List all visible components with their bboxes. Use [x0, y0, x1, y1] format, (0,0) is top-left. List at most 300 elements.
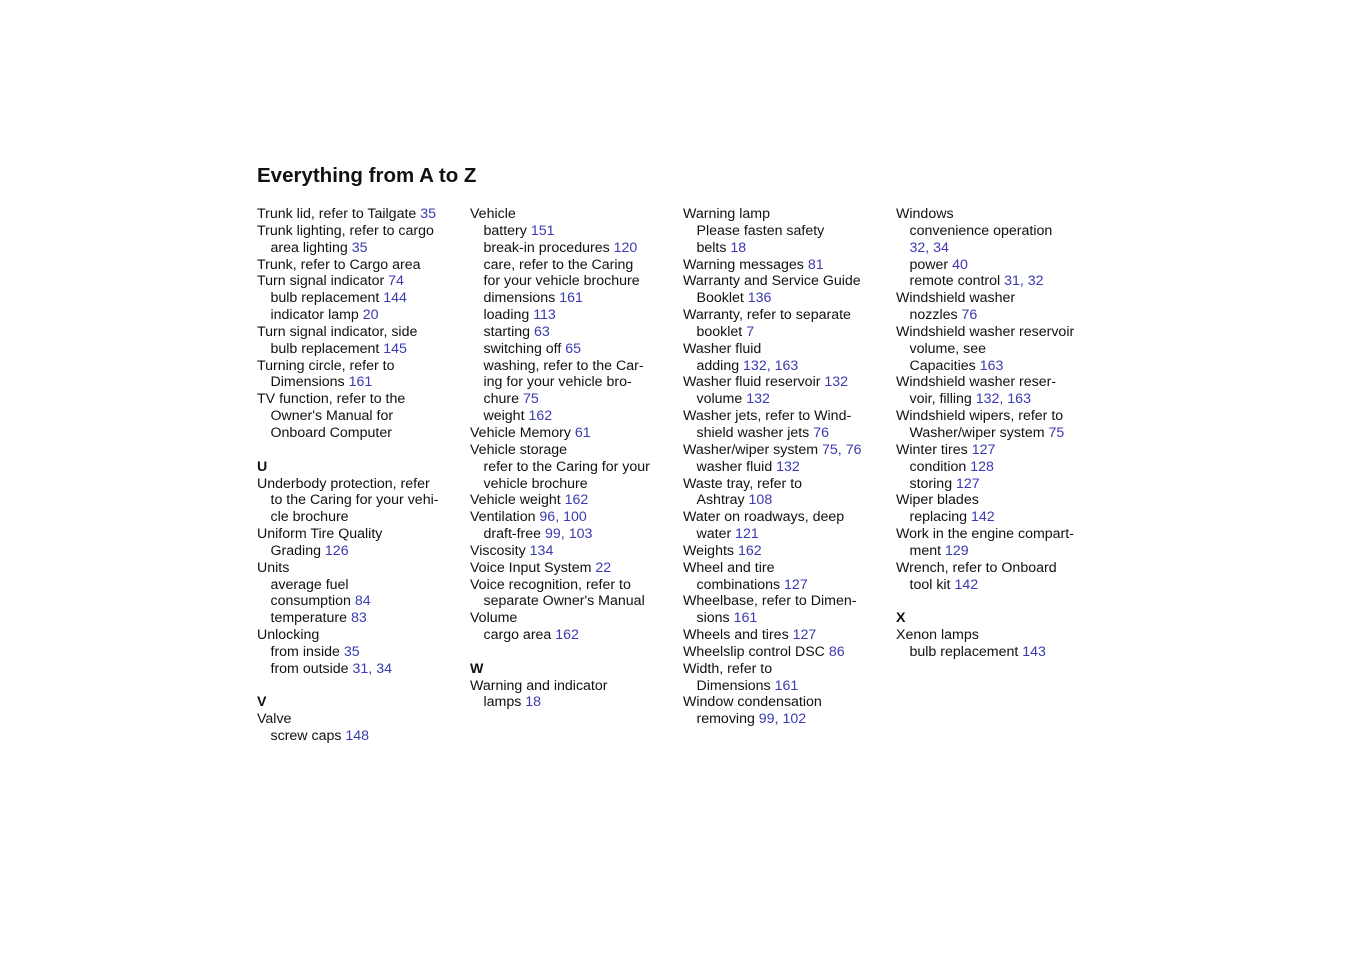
entry-text: separate Owner's Manual — [483, 593, 645, 610]
page-reference-link[interactable]: 18 — [525, 694, 542, 711]
entry-text: storing — [909, 475, 957, 492]
entry-text: Windshield washer — [896, 290, 1016, 307]
index-subentry — [470, 223, 680, 240]
page-reference-link[interactable]: 7 — [746, 323, 755, 340]
index-subentry — [257, 307, 467, 324]
entry-text: water — [696, 526, 736, 543]
index-column-4 — [896, 206, 1106, 661]
index-entry — [683, 644, 893, 661]
index-entry — [683, 560, 893, 577]
index-subentry — [683, 526, 893, 543]
entry-text: Weights — [683, 542, 738, 559]
index-entry — [257, 358, 467, 375]
page-reference-link[interactable]: 40 — [952, 256, 968, 273]
entry-text: Wheels and tires — [683, 627, 793, 644]
index-entry — [683, 593, 893, 610]
page-reference-link[interactable]: 161 — [348, 374, 373, 391]
entry-text: Wrench, refer to Onboard — [896, 559, 1057, 576]
index-subentry — [257, 728, 467, 745]
index-subentry — [683, 577, 893, 594]
entry-text: Winter tires — [896, 441, 972, 458]
entry-text: Units — [257, 559, 290, 576]
index-subentry — [683, 610, 893, 627]
page-ref-separator: , — [766, 357, 775, 374]
index-subentry — [257, 374, 467, 391]
page-reference-link[interactable]: 22 — [595, 559, 612, 576]
entry-text: lamps — [483, 694, 526, 711]
entry-text: for your vehicle brochure — [483, 273, 640, 290]
page-ref-separator: , — [774, 711, 783, 728]
index-entry — [683, 341, 893, 358]
entry-text: belts — [696, 239, 731, 256]
index-entry — [896, 374, 1106, 391]
entry-text: Waste tray, refer to — [683, 475, 803, 492]
blank-line — [470, 644, 680, 661]
page-reference-link[interactable]: 35 — [351, 239, 368, 256]
page-ref-separator: , — [555, 509, 564, 526]
page-reference-link[interactable]: 84 — [354, 593, 371, 610]
entry-text: Water on roadways, deep — [683, 509, 845, 526]
entry-text: Unlocking — [257, 627, 320, 644]
index-subentry — [896, 257, 1106, 274]
page-reference-link[interactable]: 162 — [564, 492, 589, 509]
page-reference-link[interactable]: 34 — [376, 660, 392, 677]
index-subentry — [257, 408, 467, 425]
index-subentry — [896, 223, 1106, 240]
entry-text: Warranty, refer to separate — [683, 307, 851, 324]
index-subentry — [470, 290, 680, 307]
index-subentry — [683, 240, 893, 257]
index-entry — [896, 206, 1106, 223]
index-subentry — [470, 257, 680, 274]
index-subentry — [470, 324, 680, 341]
page-title: Everything from A to Z — [257, 164, 477, 187]
entry-text: weight — [483, 408, 529, 425]
index-column-3 — [683, 206, 893, 728]
entry-text: Trunk lighting, refer to cargo — [257, 222, 434, 239]
page-reference-link[interactable]: 129 — [944, 542, 969, 559]
page-reference-link[interactable]: 99 — [758, 711, 775, 728]
page-reference-link[interactable]: 161 — [559, 290, 583, 307]
page-reference-link[interactable]: 99 — [545, 526, 561, 543]
page-reference-link[interactable]: 163 — [979, 357, 1004, 374]
index-subentry — [470, 694, 680, 711]
page-reference-link[interactable]: 75 — [522, 391, 539, 408]
index-subentry — [896, 358, 1106, 375]
page-reference-link[interactable]: 32 — [909, 239, 926, 256]
entry-text: screw caps — [270, 728, 346, 745]
entry-text: cle brochure — [270, 509, 349, 526]
index-entry — [683, 374, 893, 391]
index-entry — [896, 442, 1106, 459]
page-reference-link[interactable]: 86 — [828, 643, 845, 660]
index-entry — [683, 627, 893, 644]
index-subentry — [683, 711, 893, 728]
index-subentry — [257, 577, 467, 594]
entry-text: nozzles — [909, 307, 962, 324]
entry-text: volume — [696, 391, 747, 408]
entry-text: loading — [483, 307, 534, 324]
index-subentry — [257, 290, 467, 307]
page-reference-link[interactable]: 127 — [784, 576, 808, 593]
index-subentry — [257, 593, 467, 610]
entry-text: Work in the engine compart- — [896, 526, 1074, 543]
entry-text: Wheelbase, refer to Dimen- — [683, 593, 857, 610]
section-letter: W — [470, 660, 484, 677]
entry-text: Capacities — [909, 357, 980, 374]
index-subentry — [896, 509, 1106, 526]
entry-text: Xenon lamps — [896, 627, 979, 644]
page-reference-link[interactable]: 96 — [539, 509, 556, 526]
index-subentry — [470, 307, 680, 324]
index-subentry — [896, 273, 1106, 290]
page-reference-link[interactable]: 63 — [533, 323, 550, 340]
entry-text: Uniform Tire Quality — [257, 526, 383, 543]
index-entry — [683, 257, 893, 274]
blank-line — [896, 593, 1106, 610]
entry-text: Dimensions — [696, 677, 775, 694]
blank-line — [257, 442, 467, 459]
page-reference-link[interactable]: 100 — [563, 509, 587, 526]
index-subentry — [683, 492, 893, 509]
index-entry — [257, 476, 467, 493]
index-entry — [896, 324, 1106, 341]
index-entry — [257, 324, 467, 341]
page-reference-link[interactable]: 127 — [792, 627, 817, 644]
entry-text: indicator lamp — [270, 307, 363, 324]
entry-text: from outside — [270, 660, 353, 677]
entry-text: care, refer to the Caring — [483, 256, 634, 273]
index-entry — [257, 711, 467, 728]
entry-text: ing for your vehicle bro- — [483, 374, 632, 391]
entry-text: consumption — [270, 593, 355, 610]
entry-text: adding — [696, 357, 744, 374]
index-subentry — [470, 627, 680, 644]
entry-text: removing — [696, 711, 759, 728]
entry-text: ment — [909, 542, 945, 559]
page-reference-link[interactable]: 83 — [350, 610, 367, 627]
entry-text: Voice recognition, refer to — [470, 576, 631, 593]
entry-text: Turn signal indicator, side — [257, 323, 418, 340]
entry-text: TV function, refer to the — [257, 391, 406, 408]
index-subentry — [683, 324, 893, 341]
entry-text: chure — [483, 391, 523, 408]
index-subentry — [683, 425, 893, 442]
page-ref-separator: , — [560, 526, 569, 543]
entry-text: starting — [483, 323, 534, 340]
page-reference-link[interactable]: 81 — [807, 256, 824, 273]
page-reference-link[interactable]: 34 — [933, 239, 949, 256]
page-reference-link[interactable]: 132 — [746, 391, 770, 408]
index-subentry — [470, 374, 680, 391]
page-reference-link[interactable]: 108 — [748, 492, 773, 509]
entry-text: Warning lamp — [683, 206, 770, 222]
page-reference-link[interactable]: 35 — [420, 206, 437, 222]
entry-text: refer to the Caring for your — [483, 458, 650, 475]
index-subentry — [896, 341, 1106, 358]
index-entry — [896, 492, 1106, 509]
page-reference-link[interactable]: 143 — [1022, 643, 1046, 660]
index-entry — [896, 290, 1106, 307]
entry-text: remote control — [909, 273, 1005, 290]
entry-text: Voice Input System — [470, 559, 596, 576]
section-letter-heading — [257, 459, 467, 476]
index-subentry — [683, 459, 893, 476]
entry-text: dimensions — [483, 290, 560, 307]
section-letter-heading — [257, 694, 467, 711]
entry-text: Window condensation — [683, 694, 822, 711]
entry-text: Wheelslip control DSC — [683, 643, 829, 660]
entry-text: Vehicle Memory — [470, 424, 575, 441]
index-subentry — [470, 391, 680, 408]
entry-text: area lighting — [270, 239, 352, 256]
entry-text: from inside — [270, 643, 344, 660]
entry-text: volume, see — [909, 340, 986, 357]
page-reference-link[interactable]: 102 — [782, 711, 807, 728]
entry-text: condition — [909, 458, 971, 475]
page-reference-link[interactable]: 120 — [613, 239, 638, 256]
index-subentry — [683, 358, 893, 375]
index-subentry — [683, 678, 893, 695]
page-reference-link[interactable]: 163 — [774, 357, 799, 374]
page-reference-link[interactable]: 35 — [343, 643, 360, 660]
index-entry — [470, 610, 680, 627]
page-reference-link[interactable]: 31 — [352, 660, 369, 677]
section-letter: U — [257, 458, 268, 475]
page-reference-link[interactable]: 132 — [776, 458, 800, 475]
entry-text: Onboard Computer — [270, 424, 392, 441]
section-letter-heading — [896, 610, 1106, 627]
entry-text: Warranty and Service Guide — [683, 273, 861, 290]
index-subentry — [257, 543, 467, 560]
page-reference-link[interactable]: 32 — [1027, 273, 1044, 290]
entry-text: draft-free — [483, 526, 546, 543]
index-entry — [257, 627, 467, 644]
page-reference-link[interactable]: 151 — [530, 222, 555, 239]
entry-text: break-in procedures — [483, 239, 614, 256]
index-subentry — [257, 240, 467, 257]
entry-text: combinations — [696, 576, 785, 593]
index-entry — [470, 442, 680, 459]
index-entry — [257, 257, 467, 274]
index-subentry — [896, 459, 1106, 476]
entry-text: Booklet — [696, 290, 748, 307]
entry-text: bulb replacement — [909, 643, 1023, 660]
index-subentry — [470, 526, 680, 543]
index-entry — [683, 273, 893, 290]
entry-text: Dimensions — [270, 374, 349, 391]
index-subentry — [470, 341, 680, 358]
entry-text: Please fasten safety — [696, 222, 825, 239]
entry-text: Viscosity — [470, 542, 530, 559]
entry-text: Vehicle — [470, 206, 516, 222]
page-reference-link[interactable]: 132 — [975, 391, 1000, 408]
page-reference-link[interactable]: 65 — [565, 340, 582, 357]
index-subentry — [896, 577, 1106, 594]
page-ref-separator: , — [925, 239, 934, 256]
index-column-2 — [470, 206, 680, 711]
page-reference-link[interactable]: 161 — [733, 610, 758, 627]
entry-text: Trunk lid, refer to Tailgate — [257, 206, 421, 222]
page-reference-link[interactable]: 74 — [388, 273, 404, 290]
entry-text: washer fluid — [696, 458, 777, 475]
index-entry — [683, 694, 893, 711]
page-reference-link[interactable]: 134 — [529, 542, 554, 559]
entry-text: bulb replacement — [270, 340, 384, 357]
entry-text: Trunk, refer to Cargo area — [257, 256, 421, 273]
entry-text: Vehicle weight — [470, 492, 565, 509]
entry-text: replacing — [909, 509, 972, 526]
index-subentry — [470, 240, 680, 257]
entry-text: battery — [483, 222, 531, 239]
page-reference-link[interactable]: 136 — [747, 290, 772, 307]
index-subentry — [896, 543, 1106, 560]
page-ref-separator: , — [368, 660, 377, 677]
index-entry — [257, 223, 467, 240]
entry-text: sions — [696, 610, 734, 627]
page-reference-link[interactable]: 31 — [1004, 273, 1020, 290]
entry-text: to the Caring for your vehi- — [270, 492, 439, 509]
page-reference-link[interactable]: 76 — [845, 441, 862, 458]
index-entry — [257, 206, 467, 223]
page-reference-link[interactable]: 127 — [971, 441, 996, 458]
entry-text: Turning circle, refer to — [257, 357, 395, 374]
entry-text: average fuel — [270, 576, 349, 593]
page-reference-link[interactable]: 161 — [774, 677, 799, 694]
entry-text: Ventilation — [470, 509, 540, 526]
index-entry — [896, 526, 1106, 543]
entry-text: Vehicle storage — [470, 441, 568, 458]
index-subentry — [896, 240, 1106, 257]
index-subentry — [470, 593, 680, 610]
index-entry — [683, 408, 893, 425]
page-reference-link[interactable]: 142 — [954, 576, 979, 593]
index-entry — [896, 560, 1106, 577]
page-reference-link[interactable]: 144 — [383, 290, 407, 307]
page-reference-link[interactable]: 128 — [970, 458, 994, 475]
entry-text: Washer fluid — [683, 340, 762, 357]
index-entry — [683, 206, 893, 223]
index-subentry — [896, 476, 1106, 493]
index-subentry — [257, 425, 467, 442]
page-reference-link[interactable]: 162 — [528, 408, 553, 425]
entry-text: Owner's Manual for — [270, 408, 394, 425]
index-subentry — [470, 273, 680, 290]
entry-text: Washer fluid reservoir — [683, 374, 825, 391]
page-reference-link[interactable]: 103 — [568, 526, 593, 543]
entry-text: power — [909, 256, 953, 273]
section-letter-heading — [470, 661, 680, 678]
page-reference-link[interactable]: 76 — [961, 307, 978, 324]
entry-text: Wheel and tire — [683, 559, 775, 576]
index-subentry — [470, 358, 680, 375]
page-reference-link[interactable]: 20 — [362, 307, 379, 324]
page-reference-link[interactable]: 113 — [533, 307, 556, 324]
page-ref-separator: , — [999, 391, 1008, 408]
page-reference-link[interactable]: 163 — [1007, 391, 1031, 408]
page-reference-link[interactable]: 132 — [824, 374, 849, 391]
page-reference-link[interactable]: 162 — [555, 627, 579, 644]
index-column-1 — [257, 206, 467, 745]
page-reference-link[interactable]: 132 — [743, 357, 767, 374]
entry-text: booklet — [696, 323, 747, 340]
page-reference-link[interactable]: 142 — [971, 509, 995, 526]
entry-text: Washer/wiper system — [909, 424, 1049, 441]
index-subentry — [257, 341, 467, 358]
page-reference-link[interactable]: 127 — [956, 475, 980, 492]
entry-text: Grading — [270, 542, 325, 559]
index-entry — [470, 492, 680, 509]
entry-text: Valve — [257, 711, 292, 728]
index-entry — [683, 442, 893, 459]
index-subentry — [896, 307, 1106, 324]
index-entry — [470, 560, 680, 577]
index-entry — [896, 408, 1106, 425]
index-entry — [470, 678, 680, 695]
index-subentry — [896, 391, 1106, 408]
page-reference-link[interactable]: 126 — [324, 542, 349, 559]
entry-text: convenience operation — [909, 222, 1053, 239]
entry-text: Washer/wiper system — [683, 441, 823, 458]
index-subentry — [683, 223, 893, 240]
index-entry — [470, 577, 680, 594]
page-reference-link[interactable]: 148 — [345, 728, 370, 745]
index-subentry — [896, 425, 1106, 442]
index-entry — [257, 391, 467, 408]
entry-text: Width, refer to — [683, 660, 773, 677]
page-reference-link[interactable]: 75 — [1048, 424, 1065, 441]
page-reference-link[interactable]: 145 — [383, 340, 407, 357]
index-entry — [257, 526, 467, 543]
entry-text: vehicle brochure — [483, 475, 588, 492]
entry-text: Wiper blades — [896, 492, 979, 509]
section-letter: X — [896, 610, 906, 627]
page-reference-link[interactable]: 121 — [735, 526, 759, 543]
index-subentry — [257, 661, 467, 678]
page-reference-link[interactable]: 18 — [730, 239, 747, 256]
index-entry — [896, 627, 1106, 644]
page-reference-link[interactable]: 76 — [813, 424, 829, 441]
index-entry — [683, 509, 893, 526]
entry-text: Underbody protection, refer — [257, 475, 430, 492]
entry-text: Windshield washer reser- — [896, 374, 1057, 391]
index-entry — [257, 273, 467, 290]
page-ref-separator: , — [837, 441, 846, 458]
index-subentry — [683, 391, 893, 408]
index-entry — [470, 543, 680, 560]
entry-text: Windshield wipers, refer to — [896, 408, 1064, 425]
entry-text: Washer jets, refer to Wind- — [683, 408, 852, 425]
section-letter: V — [257, 694, 267, 711]
page-reference-link[interactable]: 61 — [574, 424, 591, 441]
blank-line — [257, 678, 467, 695]
index-entry — [683, 661, 893, 678]
page-reference-link[interactable]: 162 — [737, 542, 762, 559]
index-entry — [257, 560, 467, 577]
index-entry — [470, 425, 680, 442]
entry-text: Ashtray — [696, 492, 749, 509]
entry-text: switching off — [483, 340, 566, 357]
entry-text: washing, refer to the Car- — [483, 357, 644, 374]
index-subentry — [470, 459, 680, 476]
entry-text: temperature — [270, 610, 351, 627]
index-entry — [470, 206, 680, 223]
entry-text: shield washer jets — [696, 424, 814, 441]
page-ref-separator: , — [1019, 273, 1028, 290]
index-subentry — [683, 290, 893, 307]
entry-text: bulb replacement — [270, 290, 384, 307]
page-reference-link[interactable]: 75 — [822, 441, 838, 458]
